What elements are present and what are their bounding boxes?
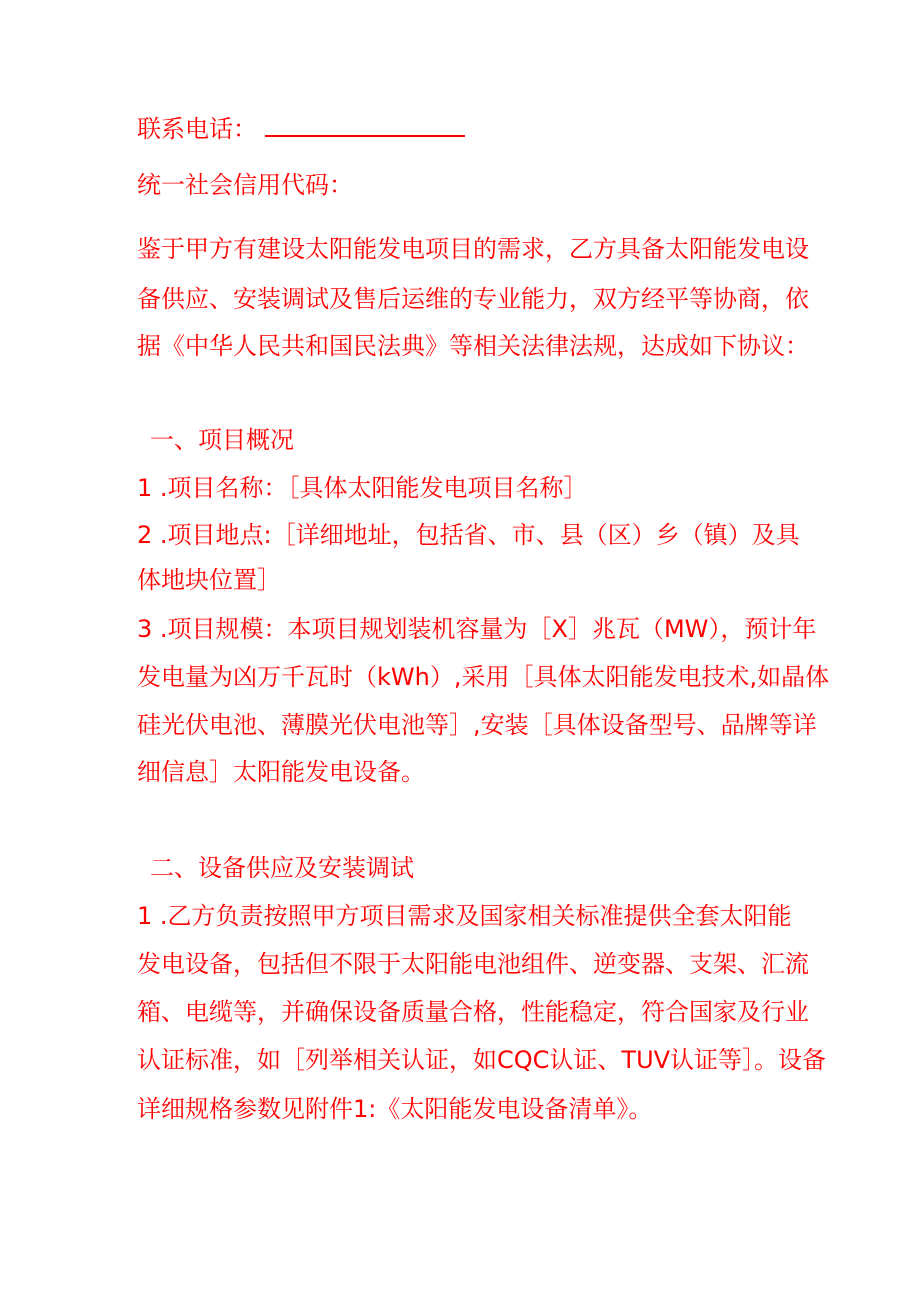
contact-phone-line [137,113,465,143]
section1-item3-line-2: 发电量为凶万千瓦时（kWh）,采用［具体太阳能发电技术,如晶体 [137,663,830,691]
intro-line-2: 备供应、安装调试及售后运维的专业能力，双方经平等协商，依 [137,285,809,313]
section2-item1-line-1: 1 .乙方负责按照甲方项目需求及国家相关标准提供全套太阳能 [137,902,792,930]
section1-item1: 1 .项目名称：［具体太阳能发电项目名称］ [137,474,588,502]
section2-item1-line-4: 认证标准，如［列举相关认证，如CQC认证、TUV认证等］。设备 [137,1046,827,1074]
section1-heading: 一、项目概况 [150,426,294,454]
section2-item1-line-5: 详细规格参数见附件1:《太阳能发电设备清单》。 [137,1095,653,1123]
section1-item3-line-1: 3 .项目规模：本项目规划装机容量为［X］兆瓦（MW），预计年 [137,615,817,643]
section2-heading: 二、设备供应及安装调试 [150,854,414,882]
section1-item2-line-1: 2 .项目地点:［详细地址，包括省、市、县（区）乡（镇）及具 [137,521,800,549]
credit-code-line [137,170,353,200]
section2-item1-line-2: 发电设备，包括但不限于太阳能电池组件、逆变器、支架、汇流 [137,950,809,978]
contact-phone-blank [265,113,465,137]
section2-item1-line-3: 箱、电缆等，并确保设备质量合格，性能稳定，符合国家及行业 [137,998,809,1026]
credit-code-label: 统一社会信用代码： [137,171,353,199]
section1-item3-line-4: 细信息］太阳能发电设备。 [137,758,425,786]
intro-line-1: 鉴于甲方有建设太阳能发电项目的需求，乙方具备太阳能发电设 [137,235,809,263]
contact-phone-label: 联系电话： [137,115,257,143]
section1-item3-line-3: 硅光伏电池、薄膜光伏电池等］,安装［具体设备型号、品牌等详 [137,711,817,739]
intro-line-3: 据《中华人民共和国民法典》等相关法律法规，达成如下协议： [137,332,809,360]
section1-item2-line-2: 体地块位置］ [137,566,281,594]
